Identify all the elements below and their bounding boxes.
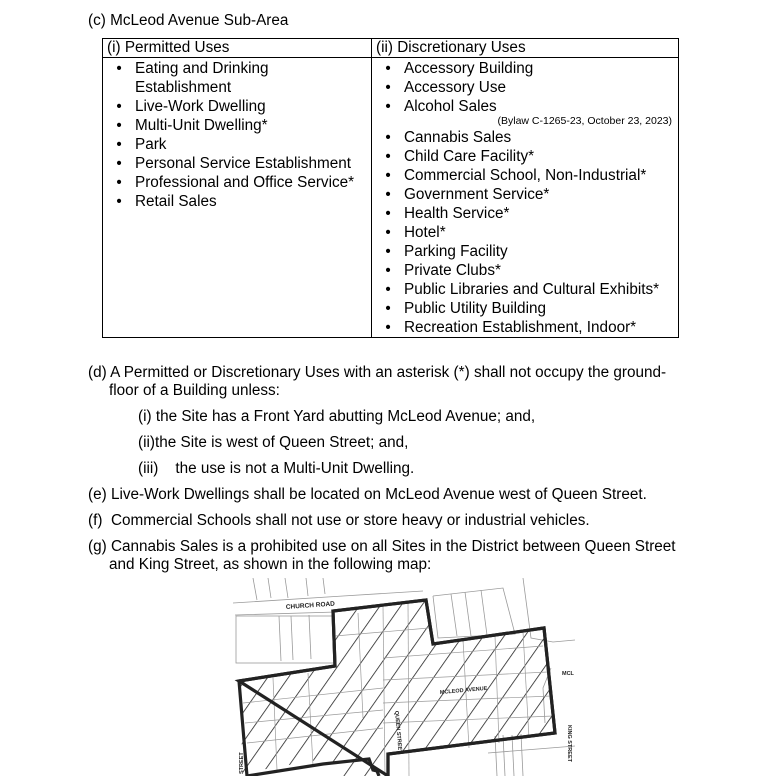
permitted-use-label: Eating and Drinking Establishment	[135, 60, 269, 96]
permitted-uses-list	[103, 58, 371, 211]
discretionary-use-label: Cannabis Sales	[404, 129, 512, 146]
district-map	[233, 578, 575, 776]
discretionary-use-label: Commercial School, Non-Industrial*	[404, 167, 647, 184]
queen-street-label: QUEEN STREET	[393, 710, 403, 754]
discretionary-use-item	[372, 242, 678, 261]
bullet-icon: •	[385, 79, 391, 96]
section-g-paragraph	[88, 538, 698, 574]
mcleod-avenue-label: MCLEOD AVENUE	[439, 685, 488, 696]
bullet-icon: •	[385, 319, 391, 336]
permitted-use-item	[103, 173, 371, 192]
discretionary-use-label: Accessory Use	[404, 79, 507, 96]
bylaw-amendment-note: (Bylaw C-1265-23, October 23, 2023)	[497, 115, 672, 127]
bullet-icon: •	[385, 262, 391, 279]
bullet-icon: •	[116, 98, 122, 115]
permitted-use-label: Park	[135, 136, 167, 153]
discretionary-use-label: Government Service*	[404, 186, 550, 203]
discretionary-use-item	[372, 299, 678, 318]
permitted-use-item	[103, 192, 371, 211]
discretionary-use-label: Child Care Facility*	[404, 148, 535, 165]
permitted-uses-header: (i) Permitted Uses	[103, 39, 372, 58]
bullet-icon: •	[385, 167, 391, 184]
discretionary-use-item	[372, 280, 678, 299]
permitted-uses-cell	[103, 58, 372, 338]
bullet-icon: •	[116, 193, 122, 210]
condition-i: (i) the Site has a Front Yard abutting McLeod Avenue; and,	[138, 408, 536, 425]
permitted-use-item	[103, 154, 371, 173]
section-e-paragraph: (e) Live-Work Dwellings shall be located on McLeod Avenue west of Queen Street.	[88, 486, 647, 503]
section-f-paragraph: (f) Commercial Schools shall not use or store heavy or industrial vehicles.	[88, 512, 590, 529]
permitted-use-item	[103, 59, 371, 97]
west-street-label: STREET	[239, 752, 245, 774]
discretionary-use-label: Parking Facility	[404, 243, 508, 260]
discretionary-use-item	[372, 166, 678, 185]
discretionary-use-item	[372, 59, 678, 78]
permitted-use-item	[103, 97, 371, 116]
discretionary-use-label: Recreation Establishment, Indoor*	[404, 319, 637, 336]
bullet-icon: •	[385, 129, 391, 146]
section-d-paragraph	[88, 364, 719, 400]
bullet-icon: •	[385, 281, 391, 298]
section-g-line-1: (g) Cannabis Sales is a prohibited use on all Sites in the District between Queen Street	[88, 538, 676, 555]
bullet-icon: •	[116, 136, 122, 153]
bullet-icon: •	[116, 155, 122, 172]
permitted-use-label: Retail Sales	[135, 193, 217, 210]
bullet-icon: •	[385, 224, 391, 241]
permitted-use-item	[103, 116, 371, 135]
discretionary-use-item	[372, 97, 678, 127]
discretionary-use-label: Hotel*	[404, 224, 446, 241]
discretionary-use-label: Private Clubs*	[404, 262, 501, 279]
bullet-icon: •	[385, 300, 391, 317]
permitted-use-label: Personal Service Establishment	[135, 155, 351, 172]
discretionary-use-item	[372, 204, 678, 223]
discretionary-uses-cell	[372, 58, 679, 338]
bullet-icon: •	[385, 60, 391, 77]
section-c-heading: (c) McLeod Avenue Sub-Area	[88, 12, 289, 29]
section-g-line-2: and King Street, as shown in the following map:	[109, 556, 432, 573]
permitted-use-label: Professional and Office Service*	[135, 174, 355, 191]
discretionary-use-item	[372, 261, 678, 280]
condition-iii: (iii) the use is not a Multi-Unit Dwelling.	[138, 460, 415, 477]
bullet-icon: •	[116, 60, 122, 77]
discretionary-use-label: Health Service*	[404, 205, 510, 222]
uses-table	[102, 38, 679, 338]
discretionary-uses-header: (ii) Discretionary Uses	[372, 39, 679, 58]
king-street-label: KING STREET	[566, 725, 572, 762]
bullet-icon: •	[385, 148, 391, 165]
discretionary-use-label: Public Utility Building	[404, 300, 546, 317]
section-d-line-1: (d) A Permitted or Discretionary Uses with an asterisk (*) shall not occupy the ground-	[88, 364, 667, 381]
discretionary-use-item	[372, 128, 678, 147]
condition-ii: (ii)the Site is west of Queen Street; and,	[138, 434, 409, 451]
discretionary-use-item	[372, 147, 678, 166]
discretionary-use-item	[372, 78, 678, 97]
section-d-line-2: floor of a Building unless:	[109, 382, 280, 399]
bullet-icon: •	[385, 98, 391, 115]
discretionary-use-label: Alcohol Sales	[404, 98, 497, 115]
permitted-use-label: Live-Work Dwelling	[135, 98, 266, 115]
permitted-use-label: Multi-Unit Dwelling*	[135, 117, 268, 134]
bullet-icon: •	[385, 205, 391, 222]
church-road-label: CHURCH ROAD	[285, 600, 336, 611]
discretionary-uses-list	[372, 58, 678, 337]
discretionary-use-item	[372, 185, 678, 204]
discretionary-use-label: Public Libraries and Cultural Exhibits*	[404, 281, 660, 298]
discretionary-use-label: Accessory Building	[404, 60, 534, 77]
permitted-use-item	[103, 135, 371, 154]
discretionary-use-item	[372, 223, 678, 242]
mcleod-partial-label: MCL	[562, 671, 574, 677]
discretionary-use-item	[372, 318, 678, 337]
bullet-icon: •	[116, 117, 122, 134]
bullet-icon: •	[116, 174, 122, 191]
bullet-icon: •	[385, 186, 391, 203]
bullet-icon: •	[385, 243, 391, 260]
